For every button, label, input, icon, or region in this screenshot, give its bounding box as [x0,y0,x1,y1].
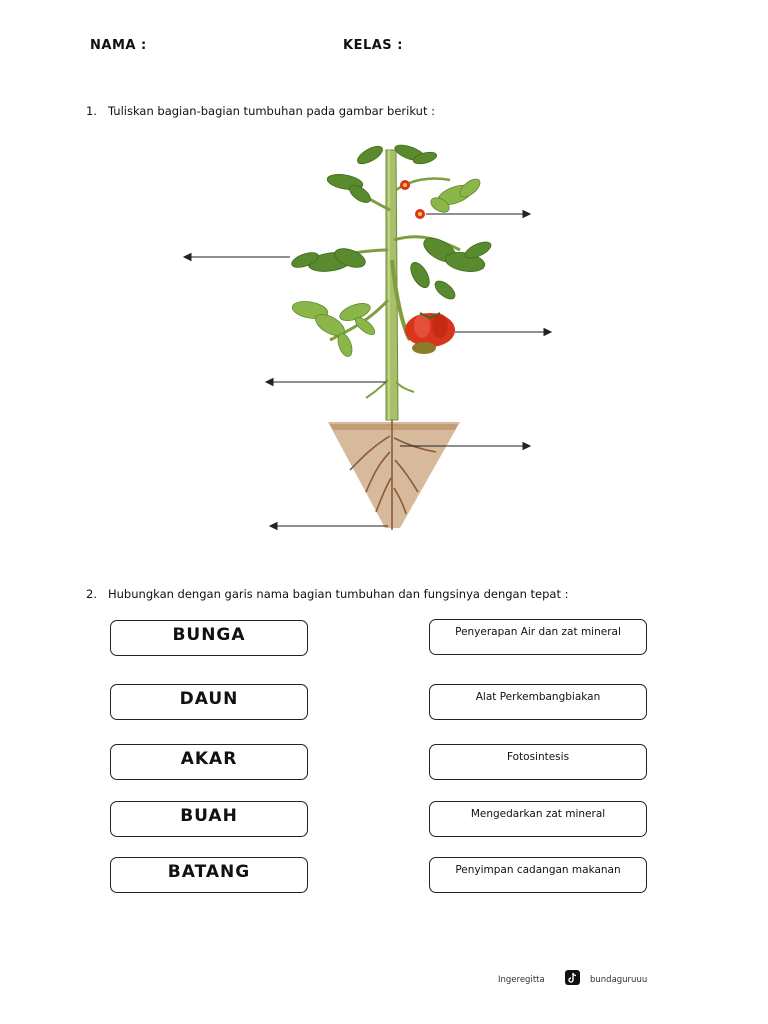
part-label: DAUN [179,689,239,709]
function-label: Alat Perkembangbiakan [475,691,601,703]
question-1-number: 1. [86,104,97,118]
function-label: Penyimpan cadangan makanan [455,864,621,876]
function-box-2[interactable] [429,684,647,720]
footer-credit-left: Ingeregitta [498,975,545,985]
part-box-bunga[interactable] [110,620,308,656]
tomato-fruit [405,313,455,354]
part-label: BUNGA [172,625,246,645]
part-box-daun[interactable] [110,684,308,720]
tiktok-icon [565,970,580,985]
part-label: BUAH [180,806,238,826]
question-2-number: 2. [86,587,97,601]
flowers [400,180,425,219]
function-label: Mengedarkan zat mineral [470,808,606,820]
part-label: AKAR [180,749,238,769]
question-1-text: Tuliskan bagian-bagian tumbuhan pada gambar berikut : [108,104,435,118]
function-label: Penyerapan Air dan zat mineral [455,626,621,638]
function-box-1[interactable] [429,619,647,655]
soil-area [328,422,460,528]
function-label: Fotosintesis [506,751,570,763]
function-box-3[interactable] [429,744,647,780]
part-box-akar[interactable] [110,744,308,780]
part-label: BATANG [167,862,251,882]
kelas-label: KELAS : [343,38,403,53]
function-box-5[interactable] [429,857,647,893]
function-box-4[interactable] [429,801,647,837]
footer-credit-right: bundaguruuu [590,975,648,985]
part-box-batang[interactable] [110,857,308,893]
question-2-text: Hubungkan dengan garis nama bagian tumbuhan dan fungsinya dengan tepat : [108,587,569,601]
part-box-buah[interactable] [110,801,308,837]
question-2 [86,587,569,601]
nama-label: NAMA : [90,38,147,53]
